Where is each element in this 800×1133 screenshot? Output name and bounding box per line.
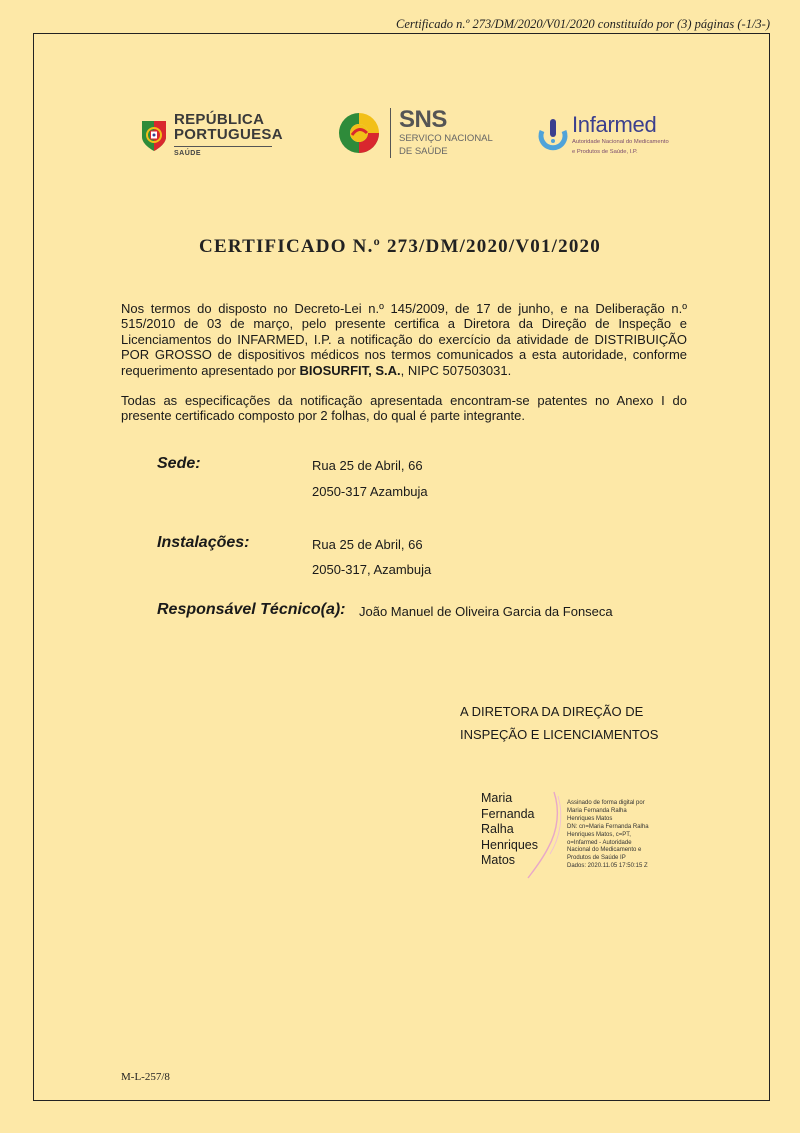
director-title-line1: A DIRETORA DA DIREÇÃO DE [460,704,644,719]
paragraph-2: Todas as especificações da notificação apresentada encontram-se patentes no Anexo I do presente certificado composto por 2 folhas, do qual é parte integrante. [121,393,687,424]
digital-signature-line: o=Infarmed - Autoridade [567,839,632,846]
infarmed-emblem-icon [537,117,569,153]
infarmed-line2: e Produtos de Saúde, I.P. [572,149,638,156]
digital-signature-line: Dados: 2020.11.05 17:50:15 Z [567,863,648,870]
signer-name-line: Maria [481,791,513,805]
portuguesa-label: PORTUGUESA [174,126,283,143]
infarmed-name: Infarmed [572,112,657,137]
form-code: M-L-257/8 [121,1071,170,1083]
sede-address-line1: Rua 25 de Abril, 66 [312,458,423,473]
instalacoes-address-line2: 2050-317, Azambuja [312,562,432,577]
responsavel-tecnico-label: Responsável Técnico(a): [157,601,346,618]
digital-signature-line: DN: cn=Maria Fernanda Ralha [567,823,649,830]
signer-name-line: Fernanda [481,806,535,821]
digital-signature-line: Maria Fernanda Ralha [567,807,627,814]
digital-signature-line: Produtos de Saúde IP [567,855,626,862]
sns-abbreviation: SNS [399,106,447,133]
sns-emblem-icon [336,109,382,157]
republica-label: REPÚBLICA [174,111,265,128]
coat-of-arms-icon [140,117,168,153]
sns-line2: DE SAÚDE [399,145,448,157]
infarmed-logo [537,114,669,156]
digital-signature-line: Nacional do Medicamento e [567,847,642,854]
instalacoes-label: Instalações: [157,534,250,551]
instalacoes-address-line1: Rua 25 de Abril, 66 [312,537,423,552]
sns-line1: SERVIÇO NACIONAL [399,133,493,144]
director-title-line2: INSPEÇÃO E LICENCIAMENTOS [460,727,659,742]
paragraph-1-nipc: , NIPC 507503031. [400,362,512,378]
saude-label: SAÚDE [174,150,202,157]
digital-signature-line: Assinado de forma digital por [567,800,645,806]
republica-portuguesa-logo [140,112,283,157]
sede-label: Sede: [157,455,201,472]
certificate-reference-header: Certificado n.º 273/DM/2020/V01/2020 constituído por (3) páginas (-1/3-) [396,17,770,31]
republica-divider [174,146,272,147]
paragraph-1 [121,301,687,378]
paragraph-1-text: Nos termos do disposto no Decreto-Lei n.º 145/2009, de 17 de junho, e na Deliberação n.º 515/2010 de 03 de março, pelo presente certifica a Diretora da Direção de Inspeção e Licenciamentos do INFARMED, I.P. a notificação do exercício da atividade de DISTRIBUIÇÃO POR GROSSO de dispositivos médicos nos termos comunicados a esta autoridade, conforme requerimento apresentado por [121,301,687,378]
company-name: BIOSURFIT, S.A. [299,362,401,378]
logos-row [0,108,800,168]
responsavel-tecnico-name: João Manuel de Oliveira Garcia da Fonseca [359,604,613,619]
sede-address-line2: 2050-317 Azambuja [312,484,428,499]
signer-name-line: Henriques [481,837,538,852]
digital-signature-line: Henriques Matos [567,815,613,822]
sns-logo [336,108,493,158]
signer-name-line: Ralha [481,822,514,837]
signature-stroke-icon [520,790,570,880]
infarmed-line1: Autoridade Nacional do Medicamento [572,139,669,145]
certificate-title: CERTIFICADO N.º 273/DM/2020/V01/2020 [199,236,601,257]
digital-signature-details [567,800,662,871]
digital-signature-line: Henriques Matos, c=PT, [567,831,631,838]
signer-name-line: Matos [481,853,516,868]
